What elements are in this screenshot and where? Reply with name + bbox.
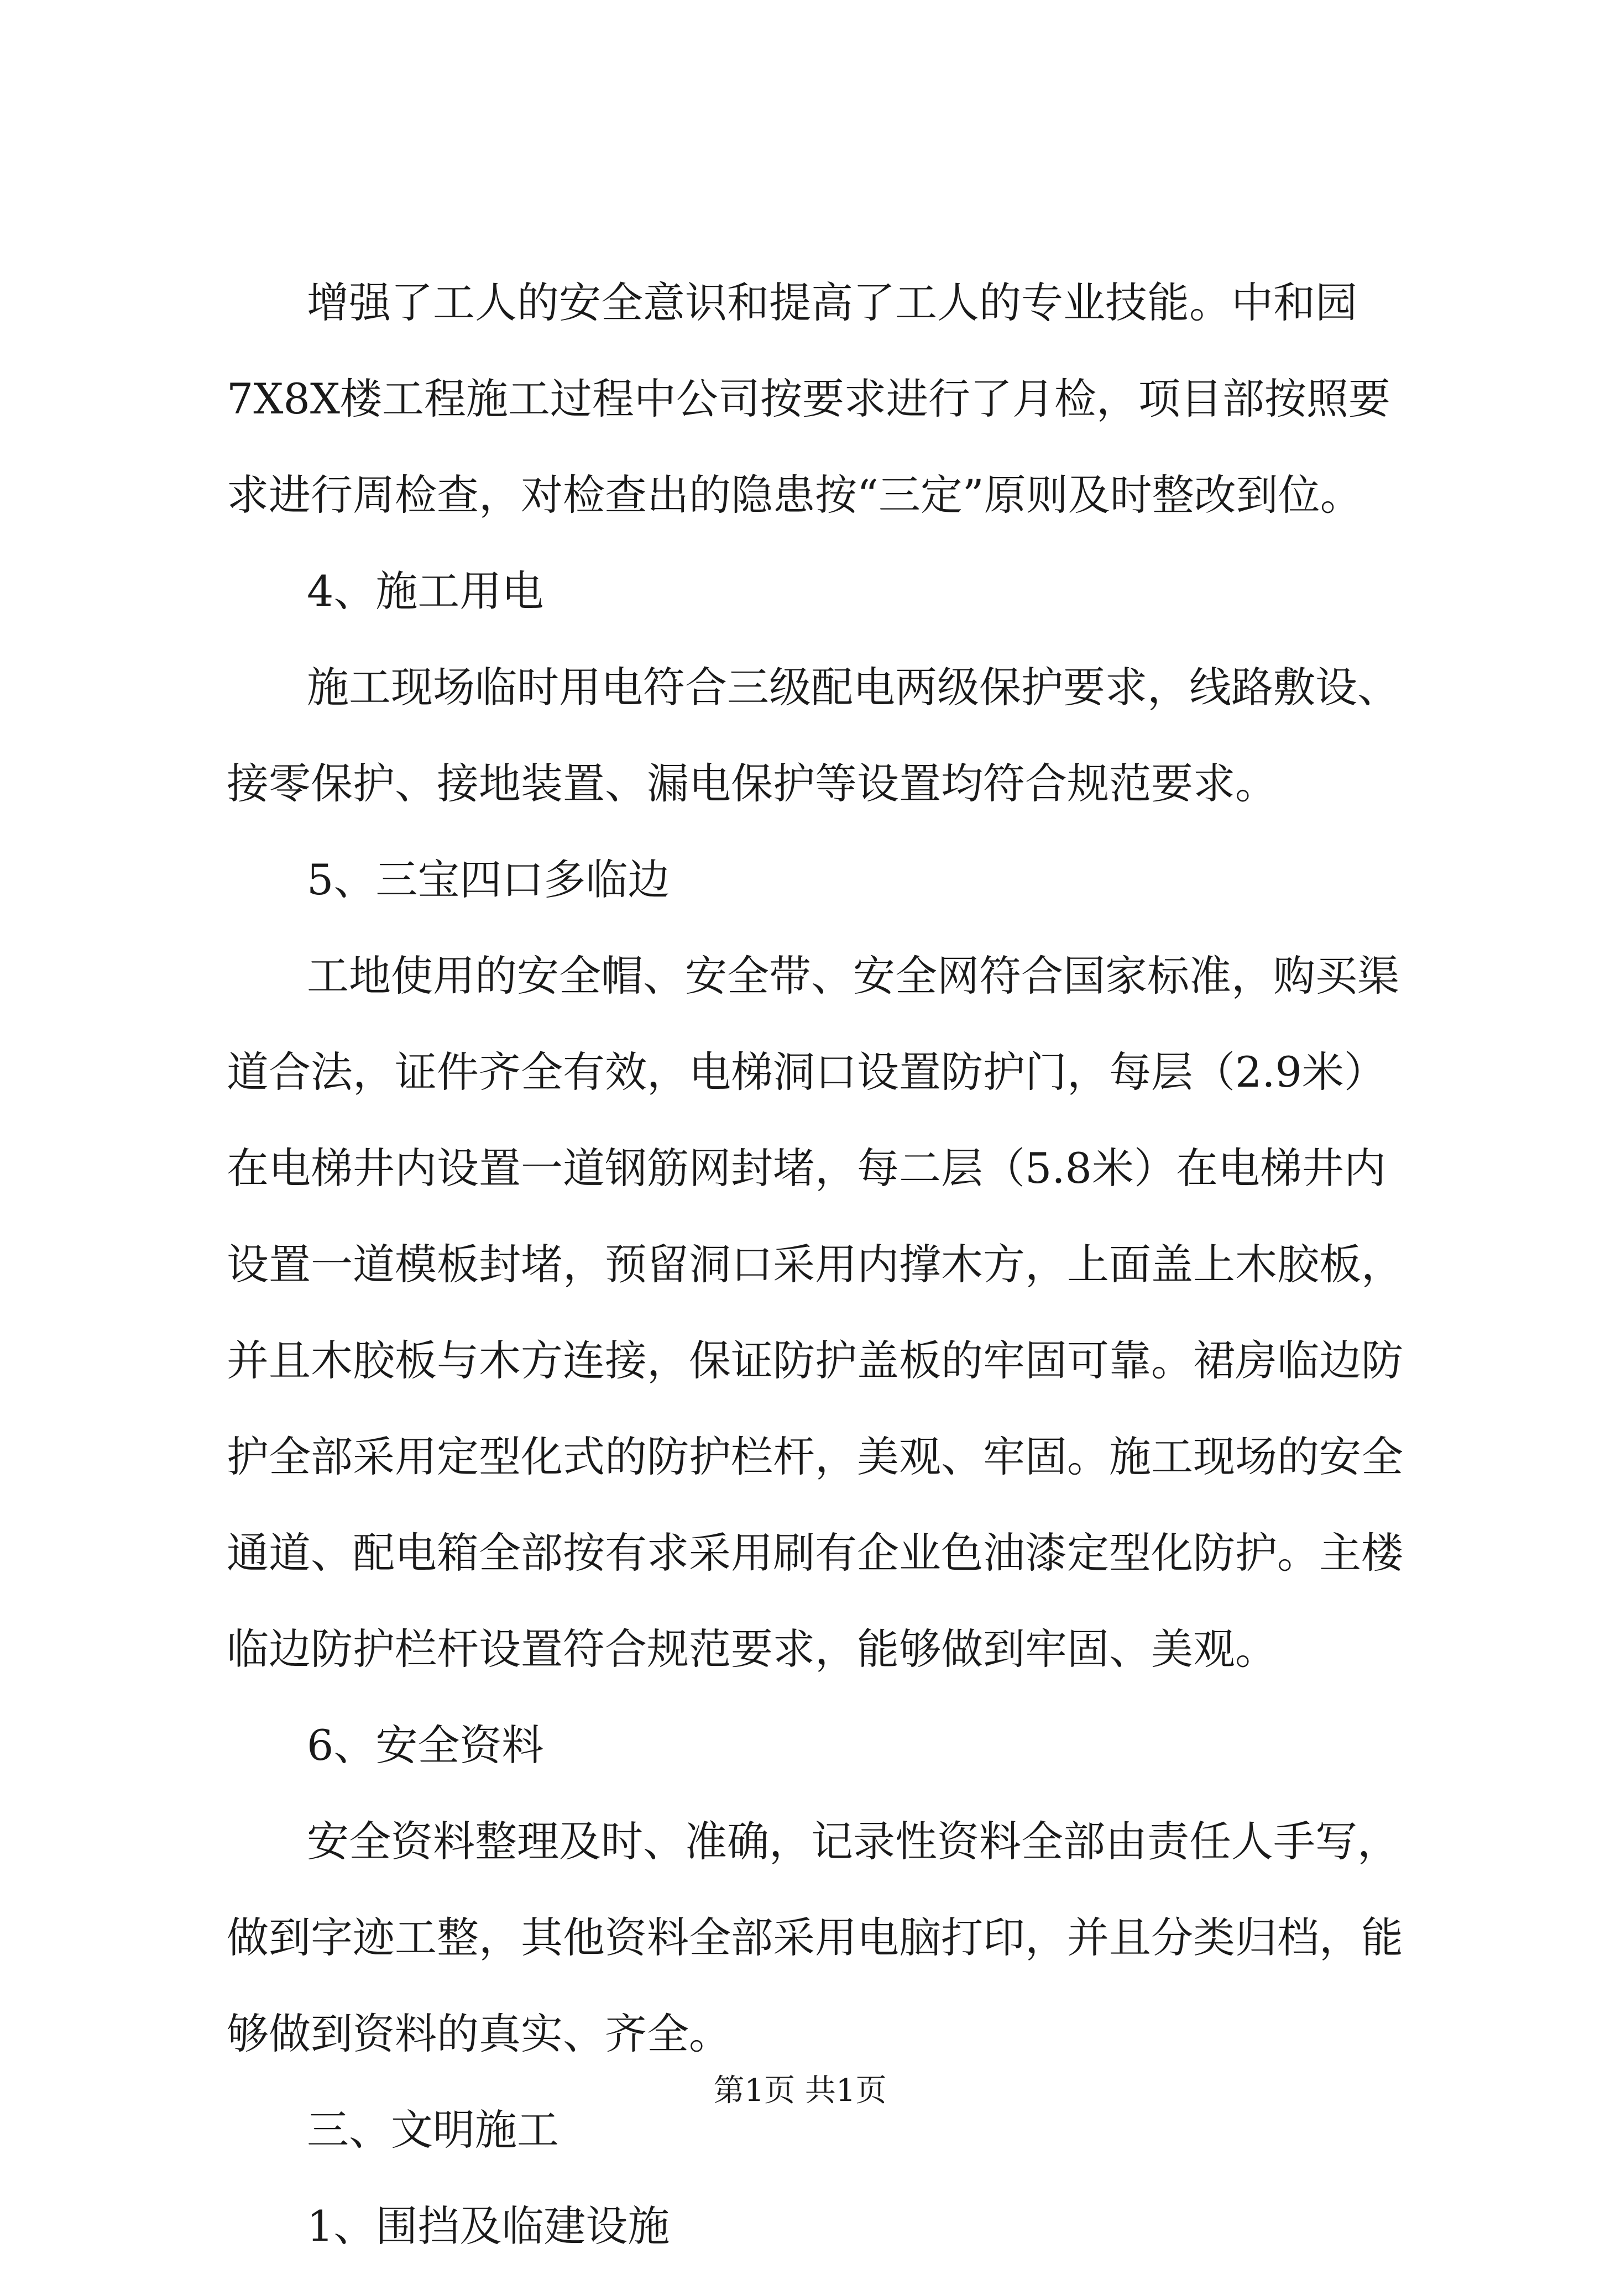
paragraph-line: 并且木胶板与木方连接，保证防护盖板的牢固可靠。裙房临边防 (227, 1336, 1403, 1385)
paragraph-line: 施工现场临时用电符合三级配电两级保护要求，线路敷设、 (307, 663, 1399, 712)
paragraph-line: 设置一道模板封堵，预留洞口采用内撑木方，上面盖上木胶板， (227, 1240, 1403, 1289)
paragraph-line: 求进行周检查，对检查出的隐患按“三定”原则及时整改到位。 (227, 470, 1362, 520)
paragraph-line: 够做到资料的真实、齐全。 (227, 2009, 731, 2058)
paragraph-line: 工地使用的安全帽、安全带、安全网符合国家标准，购买渠 (307, 951, 1399, 1000)
section-heading: 4、施工用电 (307, 567, 544, 616)
paragraph-line: 在电梯井内设置一道钢筋网封堵，每二层（5.8米）在电梯井内 (227, 1144, 1386, 1193)
paragraph-line: 做到字迹工整，其他资料全部采用电脑打印，并且分类归档，能 (227, 1913, 1403, 1962)
paragraph-line: 接零保护、接地装置、漏电保护等设置均符合规范要求。 (227, 759, 1277, 808)
document-body (227, 276, 1403, 2296)
section-heading: 6、安全资料 (307, 1721, 544, 1770)
section-heading: 5、三宝四口多临边 (307, 855, 670, 904)
paragraph-line: 通道、配电箱全部按有求采用刷有企业色油漆定型化防护。主楼 (227, 1528, 1403, 1577)
paragraph-line: 增强了工人的安全意识和提高了工人的专业技能。中和园 (307, 278, 1357, 327)
section-heading: 1、围挡及临建设施 (307, 2201, 670, 2251)
page-footer (0, 2072, 1600, 2110)
paragraph-line: 安全资料整理及时、准确，记录性资料全部由责任人手写， (307, 1817, 1399, 1866)
page-number: 第1页 共1页 (713, 2073, 887, 2109)
paragraph-line: 护全部采用定型化式的防护栏杆，美观、牢固。施工现场的安全 (227, 1432, 1403, 1481)
paragraph-line: 道合法，证件齐全有效，电梯洞口设置防护门，每层（2.9米） (227, 1047, 1386, 1097)
paragraph-line: 7X8X楼工程施工过程中公司按要求进行了月检，项目部按照要 (227, 374, 1390, 423)
section-heading: 三、文明施工 (307, 2105, 559, 2155)
paragraph-line: 临边防护栏杆设置符合规范要求，能够做到牢固、美观。 (227, 1624, 1277, 1674)
